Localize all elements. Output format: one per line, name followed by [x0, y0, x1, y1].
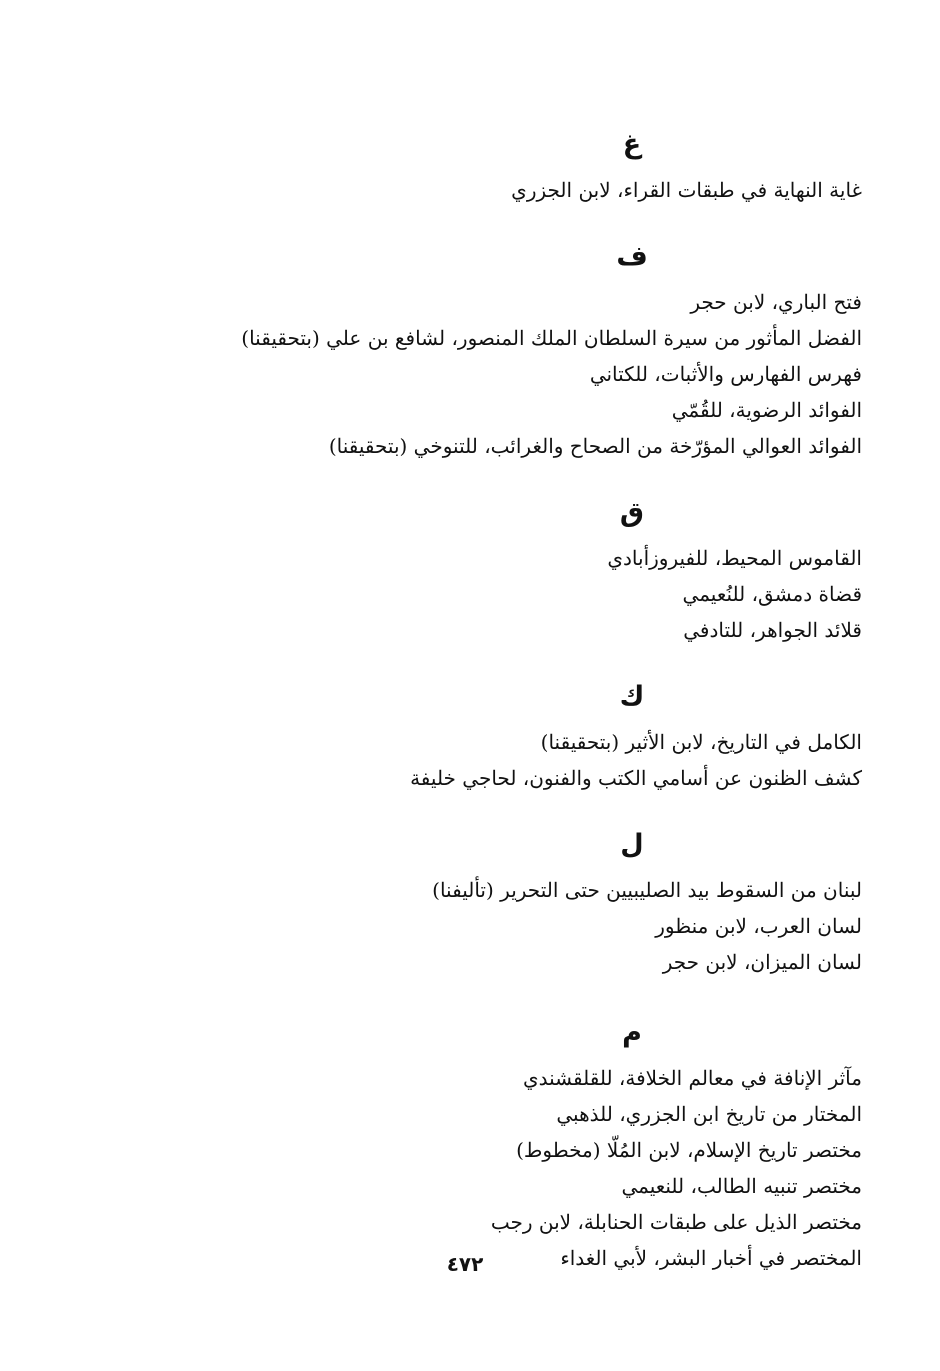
bibliography-entry: قلائد الجواهر، للتادفي [683, 618, 862, 642]
entry-list [242, 540, 862, 648]
section-letter: ق [619, 497, 645, 528]
bibliography-entry: فتح الباري، لابن حجر [690, 290, 862, 314]
bibliography-entry: المختصر في أخبار البشر، لأبي الغداء [560, 1246, 862, 1270]
section-letter: م [622, 1017, 642, 1048]
section-letter: ك [619, 681, 645, 712]
bibliography-entry: فهرس الفهارس والأثبات، للكتاني [589, 362, 862, 386]
section-kaf [242, 670, 862, 796]
section-qaf [242, 486, 862, 648]
section-mim [242, 1006, 862, 1276]
section-spacer [242, 464, 862, 486]
entry-list [242, 1060, 862, 1276]
bibliography-entry: مآثر الإنافة في معالم الخلافة، للقلقشندي [522, 1066, 862, 1090]
bibliography-entry: الفضل المأثور من سيرة السلطان الملك المنصور، لشافع بن علي (بتحقيقنا) [241, 326, 862, 350]
bibliography-entry: لسان الميزان، لابن حجر [662, 950, 862, 974]
entry-list [242, 872, 862, 980]
section-spacer [242, 980, 862, 1006]
bibliography-entry: الكامل في التاريخ، لابن الأثير (بتحقيقنا) [540, 730, 862, 754]
section-spacer [242, 648, 862, 670]
bibliography-entry: الفوائد العوالي المؤرّخة من الصحاح والغرائب، للتنوخي (بتحقيقنا) [328, 434, 862, 458]
section-spacer [242, 796, 862, 818]
bibliography-entry: كشف الظنون عن أسامي الكتب والفنون، لحاجي خليفة [410, 766, 862, 790]
bibliography-entry: لسان العرب، لابن منظور [655, 914, 862, 938]
section-ghayn [242, 118, 862, 208]
bibliography-entry: مختصر تاريخ الإسلام، لابن المُلّا (مخطوط) [516, 1138, 862, 1162]
bibliography-entry: قضاة دمشق، للنُعيمي [682, 582, 862, 606]
section-letter: غ [622, 129, 642, 160]
bibliography-entry: غاية النهاية في طبقات القراء، لابن الجزري [511, 178, 862, 202]
entry-list [242, 172, 862, 208]
bibliography-entry: مختصر الذيل على طبقات الحنابلة، لابن رجب [490, 1210, 862, 1234]
bibliography-entry: الفوائد الرضوية، للقُمّي [671, 398, 862, 422]
bibliography-entry: مختصر تنبيه الطالب، للنعيمي [621, 1174, 862, 1198]
entry-list [242, 284, 862, 464]
bibliography-column [242, 118, 862, 1276]
section-lam [242, 818, 862, 980]
bibliography-entry: القاموس المحيط، للفيروزأبادي [607, 546, 862, 570]
bibliography-entry: المختار من تاريخ ابن الجزري، للذهبي [556, 1102, 862, 1126]
entry-list [242, 724, 862, 796]
bibliography-entry: لبنان من السقوط بيد الصليبيين حتى التحرير (تأليفنا) [432, 878, 862, 902]
section-letter: ل [620, 829, 644, 860]
section-fa [242, 230, 862, 464]
page-number: ٤٧٢ [446, 1252, 484, 1276]
section-letter: ف [616, 241, 648, 272]
section-spacer [242, 208, 862, 230]
page-footer [0, 1252, 940, 1276]
